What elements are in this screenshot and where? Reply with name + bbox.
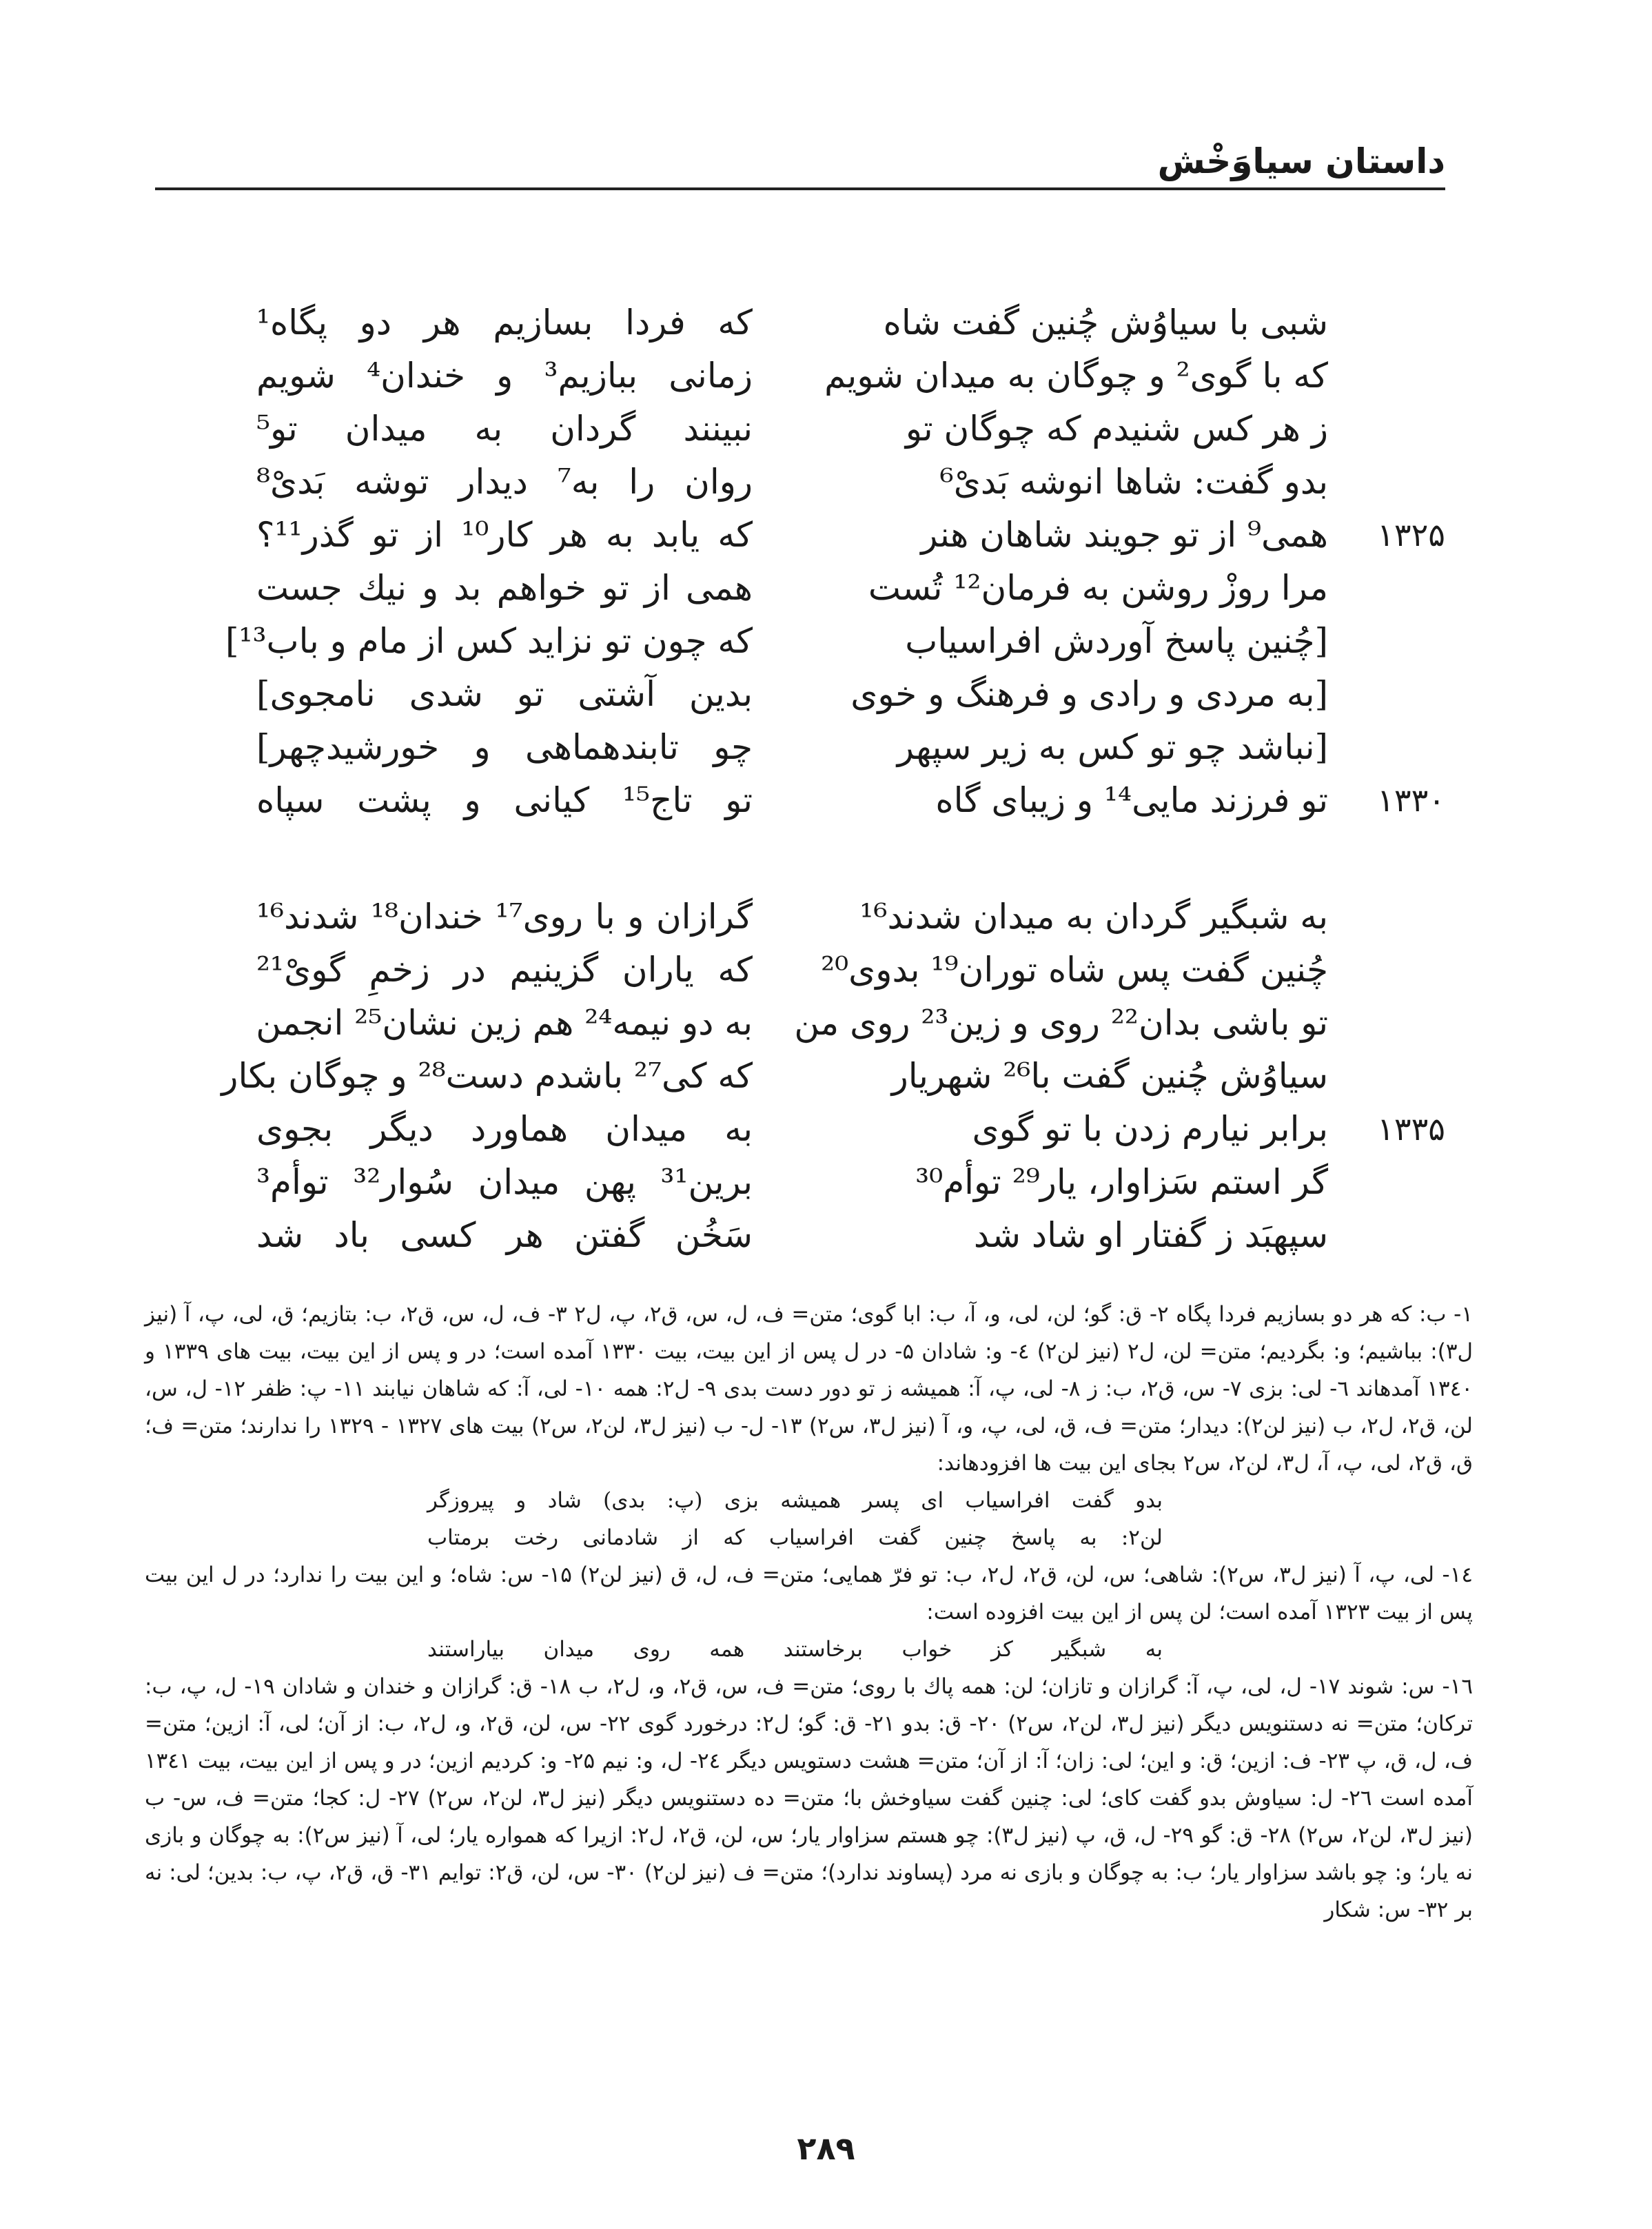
first-hemistich: شبی با سیاوُش چُنین گفت شاه: [883, 303, 1328, 343]
first-hemistich: تو فرزند مایی¹⁴ و زیبای گاه: [935, 780, 1328, 820]
first-hemistich: [چُنین پاسخ آوردش افراسیاب: [905, 621, 1328, 661]
footnote-paragraph: ۱٦- س: شوند ۱۷- ل، لی، پ، آ: گرازان و تازان؛ لن: همه پاك با روی؛ متن= ف، س، ق۲، و، ل۲، ب ۱۸- ق: گرازان و خندان و شادان ۱۹- ل، پ، ب: ترکان؛ متن= نه دستنویس دیگر (نیز ل۳، لن۲، س۲) ۲۰- ق: بدو ۲۱- ق: گو؛ ل۲: درخورد گوی ۲۲- س، لن، ق۲، و، ل۲، ب: از آن؛ لی، آ: ازین؛ متن= ف، ل، ق، پ ۲۳- ف: ازین؛ ق: و این؛ لی: زان؛ آ: از آن؛ متن= هشت دستویس دیگر ۲٤- ل، و: نیم ۲۵- و: کردیم ازین؛ در و پس از این بیت، بیت ۱۳٤۱ آمده است ۲٦- ل: سیاوش بدو گفت کای؛ لی: چنین گفت سیاوخش با؛ متن= ده دستنویس دیگر (نیز ل۳، لن۲، س۲) ۲۷- ل: کجا؛ متن= ف، س- ب (نیز ل۳، لن۲، س۲) ۲۸- ق: گو ۲۹- ل، ق، پ (نیز ل۳): چو هستم سزاوار یار؛ س، لن، ق۲، ل۲: ازیرا که همواره یار؛ لی، آ (نیز س۲): به چوگان و بازی نه یار؛ و: چو باشد سزاوار یار؛ ب: به چوگان و بازی نه مرد (پساوند ندارد)؛ متن= ف (نیز لن۲) ۳۰- س، لن، ق۲: توایم ۳۱- ق، ق۲، پ، ب: بدین؛ لی: نه بر ۳۲- س: شکار: [145, 1674, 1473, 1922]
couplet: [0, 349, 1652, 403]
couplet: [0, 944, 1652, 997]
verse-number: ۱۳۲۵: [1377, 516, 1445, 553]
stanza-break: [0, 827, 1652, 890]
first-hemistich: چُنین گفت پس شاه توران¹⁹ بدوی²⁰: [821, 950, 1328, 990]
second-hemistich: که چون تو نزاید کس از مام و باب¹³]: [225, 621, 753, 661]
couplet: [0, 403, 1652, 456]
couplet: [0, 1156, 1652, 1209]
first-hemistich: گر استم سَزاوار، یار²⁹ توأم³⁰: [915, 1162, 1328, 1202]
second-hemistich: نبینند گردان به میدان تو⁵: [256, 409, 753, 449]
second-hemistich: همی از تو خواهم بد و نیك جست: [256, 568, 753, 608]
first-hemistich: بدو گفت: شاها انوشه بَدیْ⁶: [939, 462, 1328, 502]
couplet: [0, 721, 1652, 774]
footnotes: [145, 1296, 1473, 1928]
verse-number: ۱۳۳۵: [1377, 1110, 1445, 1148]
first-hemistich: که با گوی² و چوگان به میدان شویم: [824, 356, 1328, 396]
couplet: [0, 615, 1652, 668]
second-hemistich: که یاران گزینیم در زخمِ گویْ²¹: [256, 950, 753, 990]
first-hemistich: ز هر کس شنیدم که چوگان تو: [905, 409, 1328, 449]
second-hemistich: که کی²⁷ باشدم دست²⁸ و چوگان بکار: [221, 1056, 753, 1096]
second-hemistich: روان را به⁷ دیدار توشه بَدیْ⁸: [256, 462, 753, 502]
added-verse: بدو گفت افراسیاب ای پسر همیشه بزی (پ: بدی) شاد و پیروزگر: [427, 1488, 1163, 1513]
first-hemistich: همی⁹ از تو جویند شاهان هنر: [921, 515, 1328, 555]
second-hemistich: به میدان هماورد دیگر بجوی: [256, 1109, 753, 1149]
second-hemistich: برین³¹ پهن میدان سُوار³² توأم³: [256, 1162, 753, 1202]
header-rule: [155, 187, 1445, 190]
couplet: [0, 1050, 1652, 1103]
second-hemistich: چو تابندهماهی و خورشیدچهر]: [256, 727, 753, 767]
running-title: داستان سیاوَخْش: [1157, 141, 1445, 181]
couplet: [0, 1103, 1652, 1156]
second-hemistich: سَخُن گفتن هر کسی باد شد: [256, 1215, 753, 1255]
first-hemistich: به شبگیر گردان به میدان شدند¹⁶: [859, 897, 1328, 937]
first-hemistich: سیاوُش چُنین گفت با²⁶ شهریار: [891, 1056, 1328, 1096]
footnote-paragraph: ۱٤- لی، پ، آ (نیز ل۳، س۲): شاهی؛ س، لن، ق۲، ل۲، ب: تو فرّ همایی؛ متن= ف، ل، ق (نیز لن۲) ۱۵- س: شاه؛ و این بیت را ندارد؛ در ل این بیت پس از بیت ۱۳۲۳ آمده است؛ لن پس از این بیت افزوده است:: [145, 1563, 1473, 1625]
poem-text: [0, 296, 1652, 1262]
couplet: [0, 1209, 1652, 1262]
second-hemistich: تو تاج¹⁵ کیانی و پشت سپاه: [256, 780, 753, 820]
couplet: [0, 997, 1652, 1050]
couplet: [0, 890, 1652, 944]
second-hemistich: به دو نیمه²⁴ هم زین نشان²⁵ انجمن: [256, 1003, 753, 1043]
first-hemistich: تو باشی بدان²² روی و زین²³ روی من: [794, 1003, 1328, 1043]
second-hemistich: که یابد به هر کار¹⁰ از تو گذر¹¹؟: [256, 515, 753, 555]
couplet: [0, 509, 1652, 562]
second-hemistich: گرازان و با روی¹⁷ خندان¹⁸ شدند¹⁶: [256, 897, 753, 937]
verse-number: ۱۳۳۰: [1377, 782, 1445, 819]
page-number: ۲۸۹: [797, 2130, 855, 2167]
second-hemistich: بدین آشتی تو شدی نامجوی]: [256, 674, 753, 714]
added-verse: لن۲: به پاسخ چنین گفت افراسیاب که از شادمانی رخت برمتاب: [427, 1525, 1163, 1550]
first-hemistich: [به مردی و رادی و فرهنگ و خوی: [850, 674, 1328, 714]
couplet: [0, 774, 1652, 827]
couplet: [0, 296, 1652, 349]
added-verse: به شبگیر کز خواب برخاستند همه روی میدان بیاراستند: [427, 1637, 1163, 1662]
first-hemistich: برابر نیارم زدن با تو گوی: [972, 1109, 1328, 1149]
first-hemistich: [نباشد چو تو کس به زیر سپهر: [897, 727, 1328, 767]
footnote-paragraph: ۱- ب: که هر دو بسازیم فردا پگاه ۲- ق: گو؛ لن، لی، و، آ، ب: ابا گوی؛ متن= ف، ل، س، ق۲، پ، ل۲ ۳- ف، ل، س، ق۲، ب: بتازیم؛ ق، لی، پ، آ (نیز ل۳): بباشیم؛ و: بگردیم؛ متن= لن، ل۲ (نیز لن۲) ٤- و: شادان ۵- در ل پس از این بیت، بیت ۱۳۳۰ آمده است؛ در و پس از این بیت، بیت های ۱۳۳۹ و ۱۳٤۰ آمدهاند ٦- لی: بزی ۷- س، ق۲، ب: ز ۸- لی، پ، آ: همیشه ز تو دور دست بدی ۹- ل۲: همه ۱۰- لی، آ: که شاهان نیابند ۱۱- پ: ظفر ۱۲- ل، س، لن، ق۲، ل۲، ب (نیز لن۲): دیدار؛ متن= ف، ق، لی، پ، و، آ (نیز ل۳، س۲) ۱۳- ل- ب (نیز ل۳، لن۲، س۲) بیت های ۱۳۲۷ - ۱۳۲۹ را ندارند؛ متن= ف؛ ق، ق۲، لی، پ، آ، ل۳، لن۲، س۲ بجای این بیت ها افزودهاند:: [145, 1302, 1473, 1476]
second-hemistich: زمانی ببازیم³ و خندان⁴ شویم: [256, 356, 753, 396]
couplet: [0, 668, 1652, 721]
first-hemistich: سپهبَد ز گفتار او شاد شد: [973, 1215, 1328, 1255]
couplet: [0, 456, 1652, 509]
second-hemistich: که فردا بسازیم هر دو پگاه¹: [256, 303, 753, 343]
first-hemistich: مرا روزْ روشن به فرمان¹² تُست: [868, 568, 1328, 608]
couplet: [0, 562, 1652, 615]
